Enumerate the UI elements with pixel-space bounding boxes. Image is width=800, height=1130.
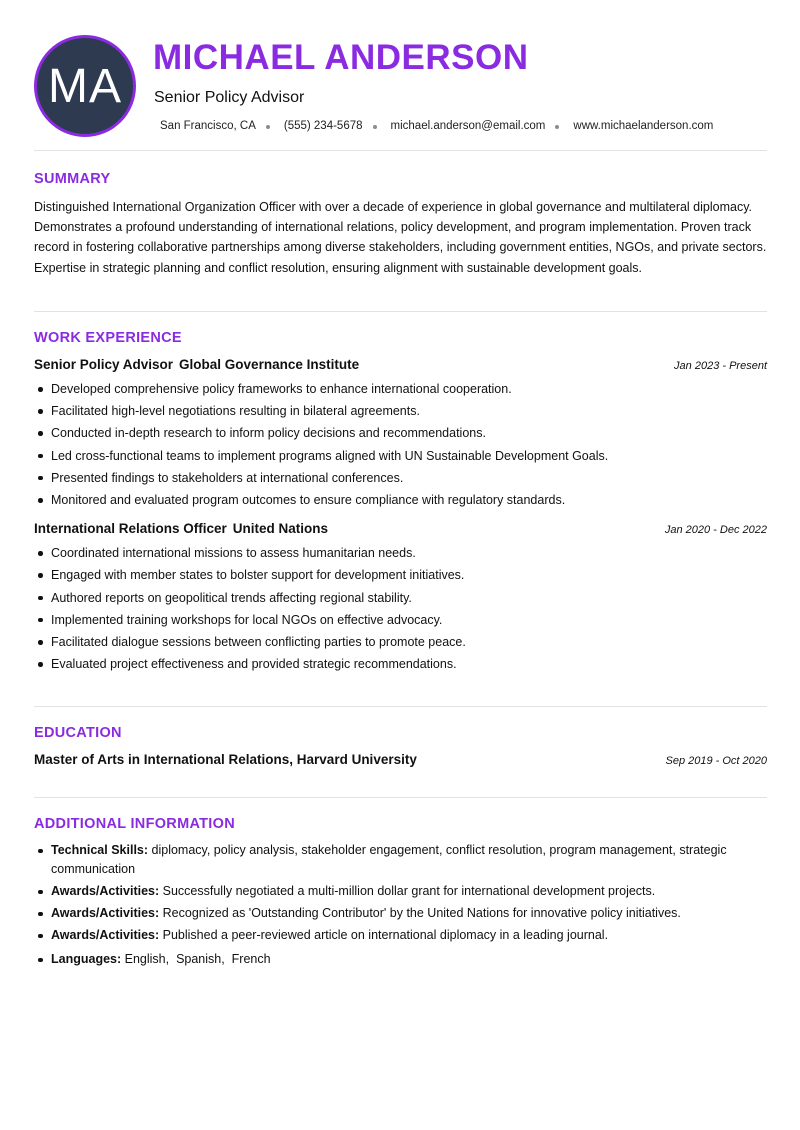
list-item bbox=[34, 926, 767, 945]
separator-dot bbox=[555, 125, 559, 129]
contact-website[interactable]: www.michaelanderson.com bbox=[573, 120, 714, 132]
job-company: United Nations bbox=[232, 521, 329, 537]
education-entry bbox=[34, 752, 767, 767]
item-text: Recognized as 'Outstanding Contributor' by the United Nations for innovative policy initiatives. bbox=[162, 906, 681, 920]
list-item bbox=[34, 904, 767, 923]
job-bullets bbox=[34, 378, 767, 511]
job-dates: Jan 2023 - Present bbox=[674, 360, 767, 372]
item-text: diplomacy, policy analysis, stakeholder engagement, conflict resolution, program management, strategic communication bbox=[51, 843, 727, 876]
summary-text: Distinguished International Organization Officer with over a decade of experience in global governance and multilateral diplomacy. Demonstrates a profound understanding of international relations, policy development, and program implementation. Proven track record in fostering collaborative partnerships among diverse stakeholders, including government entities, NGOs, and private sectors. Expertise in strategic planning and conflict resolution, ensuring alignment with sustainable development goals. bbox=[34, 200, 767, 275]
job-header bbox=[34, 521, 767, 536]
job-position: Senior Policy Advisor bbox=[34, 357, 174, 372]
contact-location: San Francisco, CA bbox=[160, 120, 256, 132]
language-entry: , Spanish bbox=[166, 952, 222, 966]
job-entry bbox=[34, 357, 767, 511]
separator-dot bbox=[266, 125, 270, 129]
job-title-line bbox=[34, 521, 328, 536]
additional-info-section bbox=[34, 798, 767, 969]
separator-dot bbox=[373, 125, 377, 129]
list-item: Evaluated project effectiveness and provided strategic recommendations. bbox=[34, 653, 767, 675]
item-label: Technical Skills: bbox=[51, 843, 149, 857]
education-heading: EDUCATION bbox=[34, 725, 122, 741]
resume-header bbox=[34, 0, 767, 151]
list-item bbox=[34, 882, 767, 901]
job-company: Global Governance Institute bbox=[179, 357, 360, 372]
item-label: Awards/Activities: bbox=[51, 928, 160, 942]
list-item bbox=[34, 841, 767, 879]
list-item: Engaged with member states to bolster support for development initiatives. bbox=[34, 564, 767, 586]
job-position: International Relations Officer bbox=[34, 521, 227, 537]
list-item: Coordinated international missions to assess humanitarian needs. bbox=[34, 542, 767, 564]
summary-heading: SUMMARY bbox=[34, 171, 111, 187]
list-item: Facilitated dialogue sessions between conflicting parties to promote peace. bbox=[34, 631, 767, 653]
list-item: Developed comprehensive policy frameworks to enhance international cooperation. bbox=[34, 378, 767, 400]
list-item: Implemented training workshops for local NGOs on effective advocacy. bbox=[34, 609, 767, 631]
list-item: Authored reports on geopolitical trends affecting regional stability. bbox=[34, 587, 767, 609]
languages-label: Languages: bbox=[51, 952, 122, 966]
languages-item bbox=[34, 950, 767, 969]
item-text: Published a peer-reviewed article on international diplomacy in a leading journal. bbox=[162, 928, 609, 942]
job-entry bbox=[34, 521, 767, 675]
avatar bbox=[34, 35, 136, 137]
item-label: Awards/Activities: bbox=[51, 884, 160, 898]
additional-info-list bbox=[34, 841, 767, 969]
candidate-title: Senior Policy Advisor bbox=[154, 89, 305, 106]
job-bullets bbox=[34, 542, 767, 675]
work-experience-heading: WORK EXPERIENCE bbox=[34, 330, 182, 346]
contact-phone: (555) 234-5678 bbox=[283, 120, 363, 132]
contact-info bbox=[160, 120, 713, 132]
education-dates: Sep 2019 - Oct 2020 bbox=[665, 755, 767, 767]
list-item: Led cross-functional teams to implement programs aligned with UN Sustainable Development Goals. bbox=[34, 445, 767, 467]
education-section bbox=[34, 707, 767, 798]
summary-section bbox=[34, 151, 767, 312]
job-header bbox=[34, 357, 767, 372]
language-entry: , French bbox=[221, 952, 270, 966]
list-item: Conducted in-depth research to inform policy decisions and recommendations. bbox=[34, 422, 767, 444]
contact-email[interactable]: michael.anderson@email.com bbox=[390, 120, 546, 132]
job-title-line bbox=[34, 357, 359, 372]
list-item: Presented findings to stakeholders at international conferences. bbox=[34, 467, 767, 489]
work-experience-section bbox=[34, 312, 767, 707]
item-text: Successfully negotiated a multi-million dollar grant for international development projects. bbox=[162, 884, 656, 898]
job-dates: Jan 2020 - Dec 2022 bbox=[664, 524, 767, 537]
avatar-initials: MA bbox=[48, 59, 122, 113]
education-degree: Master of Arts in International Relations, Harvard University bbox=[34, 752, 417, 767]
list-item: Monitored and evaluated program outcomes to ensure compliance with regulatory standards. bbox=[34, 489, 767, 511]
list-item: Facilitated high-level negotiations resulting in bilateral agreements. bbox=[34, 400, 767, 422]
language-entry: English bbox=[124, 952, 166, 966]
candidate-name: MICHAEL ANDERSON bbox=[153, 38, 529, 77]
additional-info-heading: ADDITIONAL INFORMATION bbox=[34, 816, 235, 832]
item-label: Awards/Activities: bbox=[51, 906, 160, 920]
